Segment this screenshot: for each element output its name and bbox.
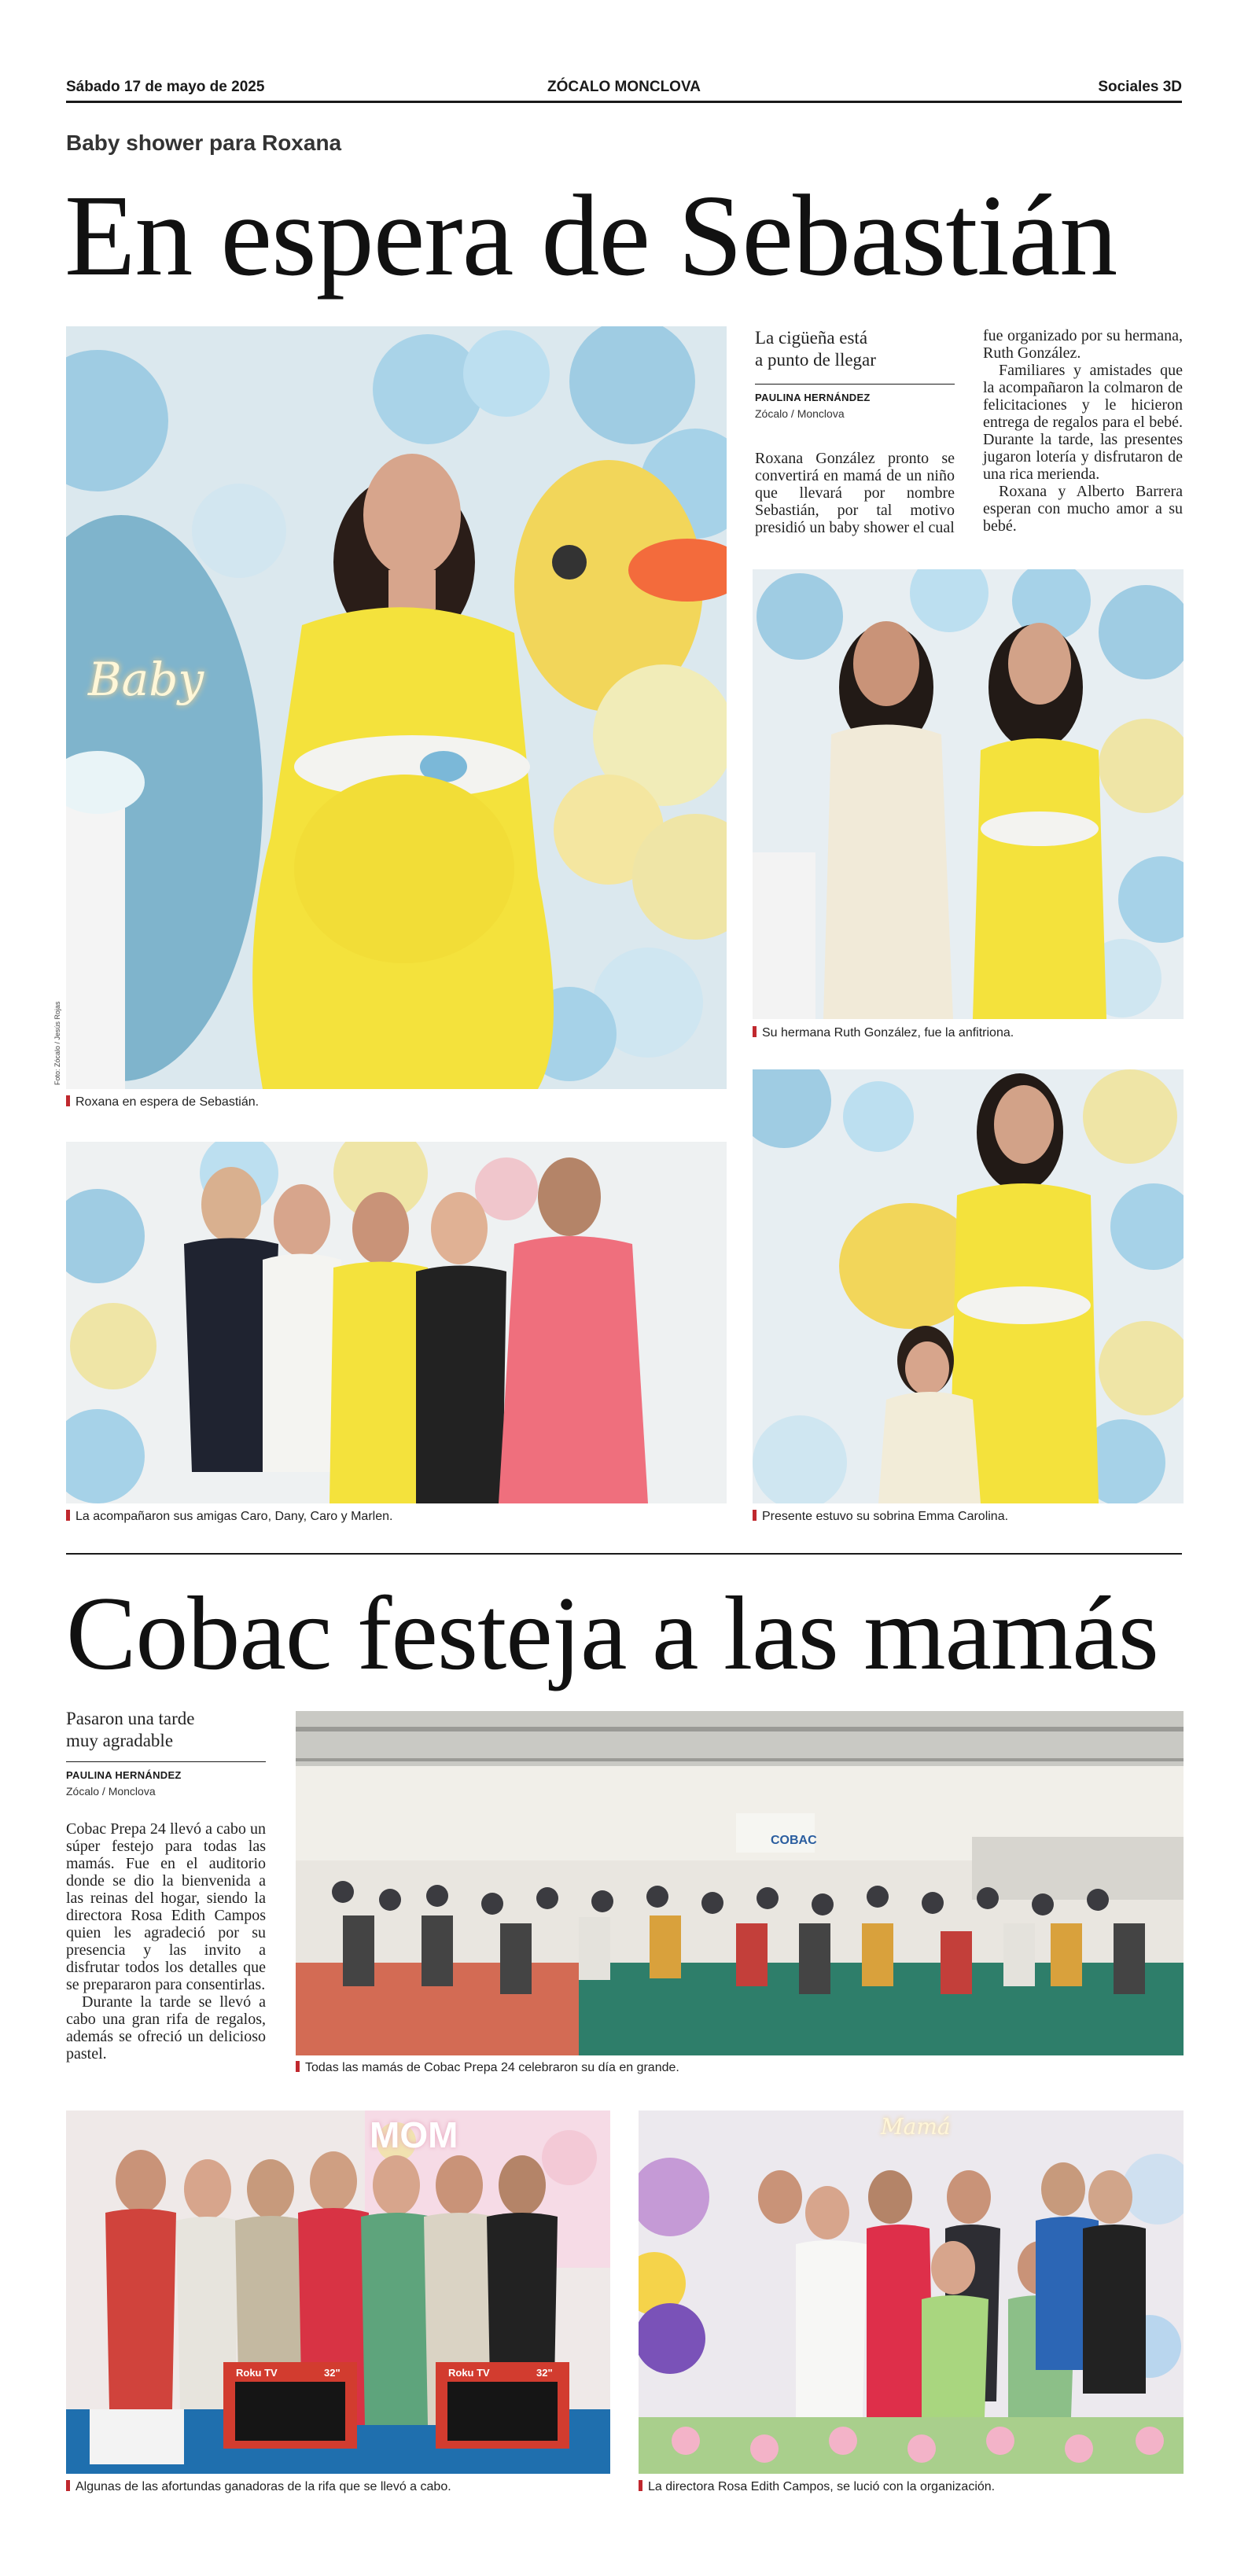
story1-paragraph: Roxana González pronto se convertirá en mamá de un niño que llevará por nombre Sebastián, por tal motivo presidió un baby shower el cual [755, 450, 955, 536]
story1-subhead-line1: La cigüeña está [755, 328, 868, 348]
story2-paragraph: Cobac Prepa 24 llevó a cabo un súper festejo para todas las mamás. Fue en el auditorio donde se dio la bienvenida a las reinas del hogar, siendo la directora Rosa Edith Campos quien les agradeció por su presencia y las invito a disfrutar todos los detalles que se prepararon para consentirlas. [66, 1820, 266, 1993]
photo-auditorium [296, 1711, 1184, 2055]
story1-col2 [983, 327, 1183, 535]
cobac-sign: COBAC [771, 1834, 817, 1847]
story2-subhead-line2: muy agradable [66, 1731, 174, 1750]
tv-box-label: Roku TV [448, 2367, 490, 2379]
newspaper-name: ZÓCALO MONCLOVA [547, 79, 701, 95]
caption-auditorium: Todas las mamás de Cobac Prepa 24 celebraron su día en grande. [296, 2061, 679, 2075]
photo-raffle [66, 2110, 610, 2474]
story1-byline: PAULINA HERNÁNDEZ [755, 392, 871, 403]
story1-col1 [755, 450, 955, 536]
photo-friends [66, 1142, 727, 1503]
story2-column [66, 1820, 266, 2063]
issue-date: Sábado 17 de mayo de 2025 [66, 79, 265, 95]
story1-paragraph: Roxana y Alberto Barrera esperan con mucho amor a su bebé. [983, 483, 1183, 535]
story1-byplace: Zócalo / Monclova [755, 407, 845, 420]
header-rule [66, 101, 1182, 103]
story1-subhead-line2: a punto de llegar [755, 350, 876, 370]
story1-paragraph: fue organizado por su hermana, Ruth González. [983, 327, 1183, 362]
story1-subhead [755, 327, 876, 371]
tv-box-size: 32" [324, 2367, 341, 2379]
caption-sister: Su hermana Ruth González, fue la anfitriona. [753, 1026, 1014, 1040]
story2-subhead [66, 1708, 195, 1752]
caption-friends: La acompañaron sus amigas Caro, Dany, Caro y Marlen. [66, 1510, 392, 1524]
tv-box-size: 32" [536, 2367, 553, 2379]
story2-headline: Cobac festeja a las mamás [66, 1575, 1158, 1691]
story2-paragraph: Durante la tarde se llevó a cabo una gran rifa de regalos, además se ofreció un delicioso pastel. [66, 1993, 266, 2063]
caption-main: Roxana en espera de Sebastián. [66, 1095, 259, 1110]
story2-byline: PAULINA HERNÁNDEZ [66, 1769, 182, 1781]
mama-banner: Mamá [881, 2114, 951, 2140]
story1-kicker: Baby shower para Roxana [66, 131, 342, 155]
story2-byplace: Zócalo / Monclova [66, 1785, 156, 1798]
caption-director: La directora Rosa Edith Campos, se lució con la organización. [639, 2480, 995, 2494]
story1-byline-rule [755, 384, 955, 385]
photo-niece [753, 1069, 1184, 1503]
photo-director [639, 2110, 1184, 2474]
caption-niece: Presente estuvo su sobrina Emma Carolina. [753, 1510, 1008, 1524]
mom-banner: MOM [370, 2114, 458, 2155]
story2-byline-rule [66, 1761, 266, 1762]
section-divider [66, 1553, 1182, 1555]
photo-roxana [66, 326, 727, 1089]
story2-subhead-line1: Pasaron una tarde [66, 1709, 195, 1728]
story1-headline: En espera de Sebastián [64, 171, 1117, 300]
story1-paragraph: Familiares y amistades que la acompañaron la colmaron de felicitaciones y le hicieron entrega de regalos para el bebé. Durante la tarde, las presentes jugaron lotería y disfrutaron de una rica merienda. [983, 362, 1183, 483]
photo-credit: Foto: Zócalo / Jesús Rojas [53, 1001, 61, 1085]
tv-box-label: Roku TV [236, 2367, 278, 2379]
photo-sister [753, 569, 1184, 1019]
section-page: Sociales 3D [1098, 79, 1182, 95]
caption-raffle: Algunas de las afortundas ganadoras de la rifa que se llevó a cabo. [66, 2480, 451, 2494]
neon-sign: Baby [88, 653, 204, 706]
